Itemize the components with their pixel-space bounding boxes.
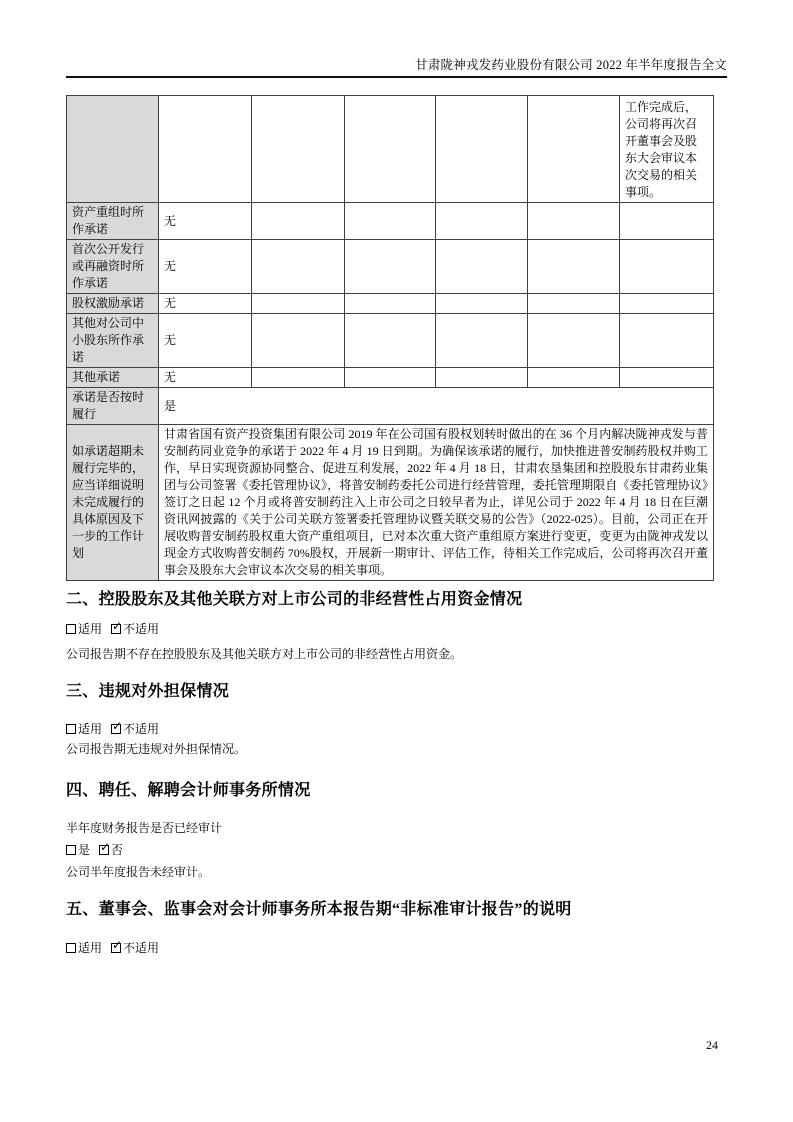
- row-value-cell: 是: [159, 388, 714, 425]
- section-note: 公司半年度报告未经审计。: [66, 865, 211, 879]
- checkbox-unchecked-icon: [66, 624, 76, 634]
- option-label: 不适用: [123, 622, 160, 636]
- applicability-row: [66, 620, 159, 637]
- row-value-cell: 无: [159, 314, 252, 368]
- row-value-cell: 无: [159, 240, 252, 294]
- table-row: [67, 314, 714, 368]
- check-icon: ✓: [100, 840, 111, 854]
- header-divider: [66, 76, 727, 78]
- option-label: 适用: [78, 622, 103, 636]
- row-label-cell: 承诺是否按时履行: [67, 388, 159, 425]
- row-value-cell: 无: [159, 294, 252, 314]
- table-row: [67, 425, 714, 581]
- checkbox-checked-icon: [99, 840, 111, 855]
- applicability-row: [66, 939, 159, 956]
- empty-cell: [528, 96, 620, 203]
- row-label-cell: 首次公开发行或再融资时所作承诺: [67, 240, 159, 294]
- empty-cell: [252, 240, 345, 294]
- empty-cell: [436, 314, 528, 368]
- empty-cell: [252, 203, 345, 240]
- table-row: [67, 294, 714, 314]
- section-note: 公司报告期无违规对外担保情况。: [66, 742, 247, 756]
- empty-cell: [436, 294, 528, 314]
- page-number: 24: [706, 1038, 718, 1052]
- option-label: 是: [78, 843, 91, 857]
- checkbox-checked-icon: [111, 719, 123, 734]
- empty-cell: [345, 294, 436, 314]
- applicability-row: [66, 720, 159, 737]
- empty-cell: [252, 314, 345, 368]
- checkbox-unchecked-icon: [66, 724, 76, 734]
- empty-cell: [528, 368, 620, 388]
- table-row: [67, 96, 714, 203]
- empty-cell: [436, 368, 528, 388]
- row-label-cell: 如承诺超期未履行完毕的，应当详细说明未完成履行的具体原因及下一步的工作计划: [67, 425, 159, 581]
- row-label-cell: 其他对公司中小股东所作承诺: [67, 314, 159, 368]
- empty-cell: [159, 96, 252, 203]
- check-icon: ✓: [112, 619, 123, 633]
- empty-cell: [620, 203, 714, 240]
- empty-cell: [620, 368, 714, 388]
- empty-cell: [436, 240, 528, 294]
- section-note: 公司报告期不存在控股股东及其他关联方对上市公司的非经营性占用资金。: [66, 647, 463, 661]
- checkbox-unchecked-icon: [66, 845, 76, 855]
- audit-question: 半年度财务报告是否已经审计: [66, 821, 223, 835]
- report-header-title: 甘肃陇神戎发药业股份有限公司 2022 年半年度报告全文: [415, 58, 727, 72]
- empty-cell: [252, 294, 345, 314]
- checkbox-checked-icon: [111, 938, 123, 953]
- row-label-cell: [67, 96, 159, 203]
- check-icon: ✓: [112, 938, 123, 952]
- empty-cell: [345, 314, 436, 368]
- empty-cell: [436, 203, 528, 240]
- check-icon: ✓: [112, 719, 123, 733]
- empty-cell: [345, 203, 436, 240]
- row-label-cell: 股权激励承诺: [67, 294, 159, 314]
- empty-cell: [345, 96, 436, 203]
- note-cell: 工作完成后，公司将再次召开董事会及股东大会审议本次交易的相关事项。: [620, 96, 714, 203]
- empty-cell: [620, 240, 714, 294]
- row-value-cell: 无: [159, 368, 252, 388]
- checkbox-checked-icon: [111, 619, 123, 634]
- option-label: 适用: [78, 722, 103, 736]
- row-label-cell: 资产重组时所作承诺: [67, 203, 159, 240]
- table-row: [67, 368, 714, 388]
- empty-cell: [345, 240, 436, 294]
- empty-cell: [436, 96, 528, 203]
- applicability-row: [66, 841, 123, 858]
- empty-cell: [620, 294, 714, 314]
- empty-cell: [252, 96, 345, 203]
- commitments-table: [66, 95, 714, 581]
- option-label: 不适用: [123, 722, 160, 736]
- empty-cell: [252, 368, 345, 388]
- row-label-cell: 其他承诺: [67, 368, 159, 388]
- section-heading-3: 三、违规对外担保情况: [66, 683, 230, 700]
- table-row: [67, 203, 714, 240]
- checkbox-unchecked-icon: [66, 943, 76, 953]
- section-heading-2: 二、控股股东及其他关联方对上市公司的非经营性占用资金情况: [66, 591, 523, 608]
- empty-cell: [528, 240, 620, 294]
- table-row: [67, 240, 714, 294]
- empty-cell: [528, 294, 620, 314]
- option-label: 不适用: [123, 941, 160, 955]
- empty-cell: [528, 203, 620, 240]
- section-heading-5: 五、董事会、监事会对会计师事务所本报告期“非标准审计报告”的说明: [66, 901, 572, 918]
- empty-cell: [345, 368, 436, 388]
- row-value-cell: 甘肃省国有资产投资集团有限公司 2019 年在公司国有股权划转时做出的在 36 个月内解决陇神戎发与普安制药同业竞争的承诺于 2022 年 4 月 19 日到期。为确保该承诺的履行，加快推进普安制药股权并购工作，早日实现资源协同整合、促进互利发展，2022 年 4 月 18 日，甘肃农垦集团和控股股东甘肃药业集团与公司签署《委托管理协议》，将普安制药委托公司进行经营管理，委托管理期限自《委托管理协议》签订之日起 12 个月或将普安制药注入上市公司之日较早者为止，详见公司于 2022 年 4 月 18 日在巨潮资讯网披露的《关于公司关联方签署委托管理协议暨关联交易的公告》（2022-025）。目前，公司正在开展收购普安制药股权重大资产重组项目，已对本次重大资产重组原方案进行变更，变更为由陇神戎发以现金方式收购普安制药 70%股权，开展新一期审计、评估工作，待相关工作完成后，公司将再次召开董事会及股东大会审议本次交易的相关事项。: [159, 425, 714, 581]
- row-value-cell: 无: [159, 203, 252, 240]
- option-label: 否: [111, 843, 124, 857]
- empty-cell: [528, 314, 620, 368]
- table-row: [67, 388, 714, 425]
- section-heading-4: 四、聘任、解聘会计师事务所情况: [66, 782, 311, 799]
- option-label: 适用: [78, 941, 103, 955]
- empty-cell: [620, 314, 714, 368]
